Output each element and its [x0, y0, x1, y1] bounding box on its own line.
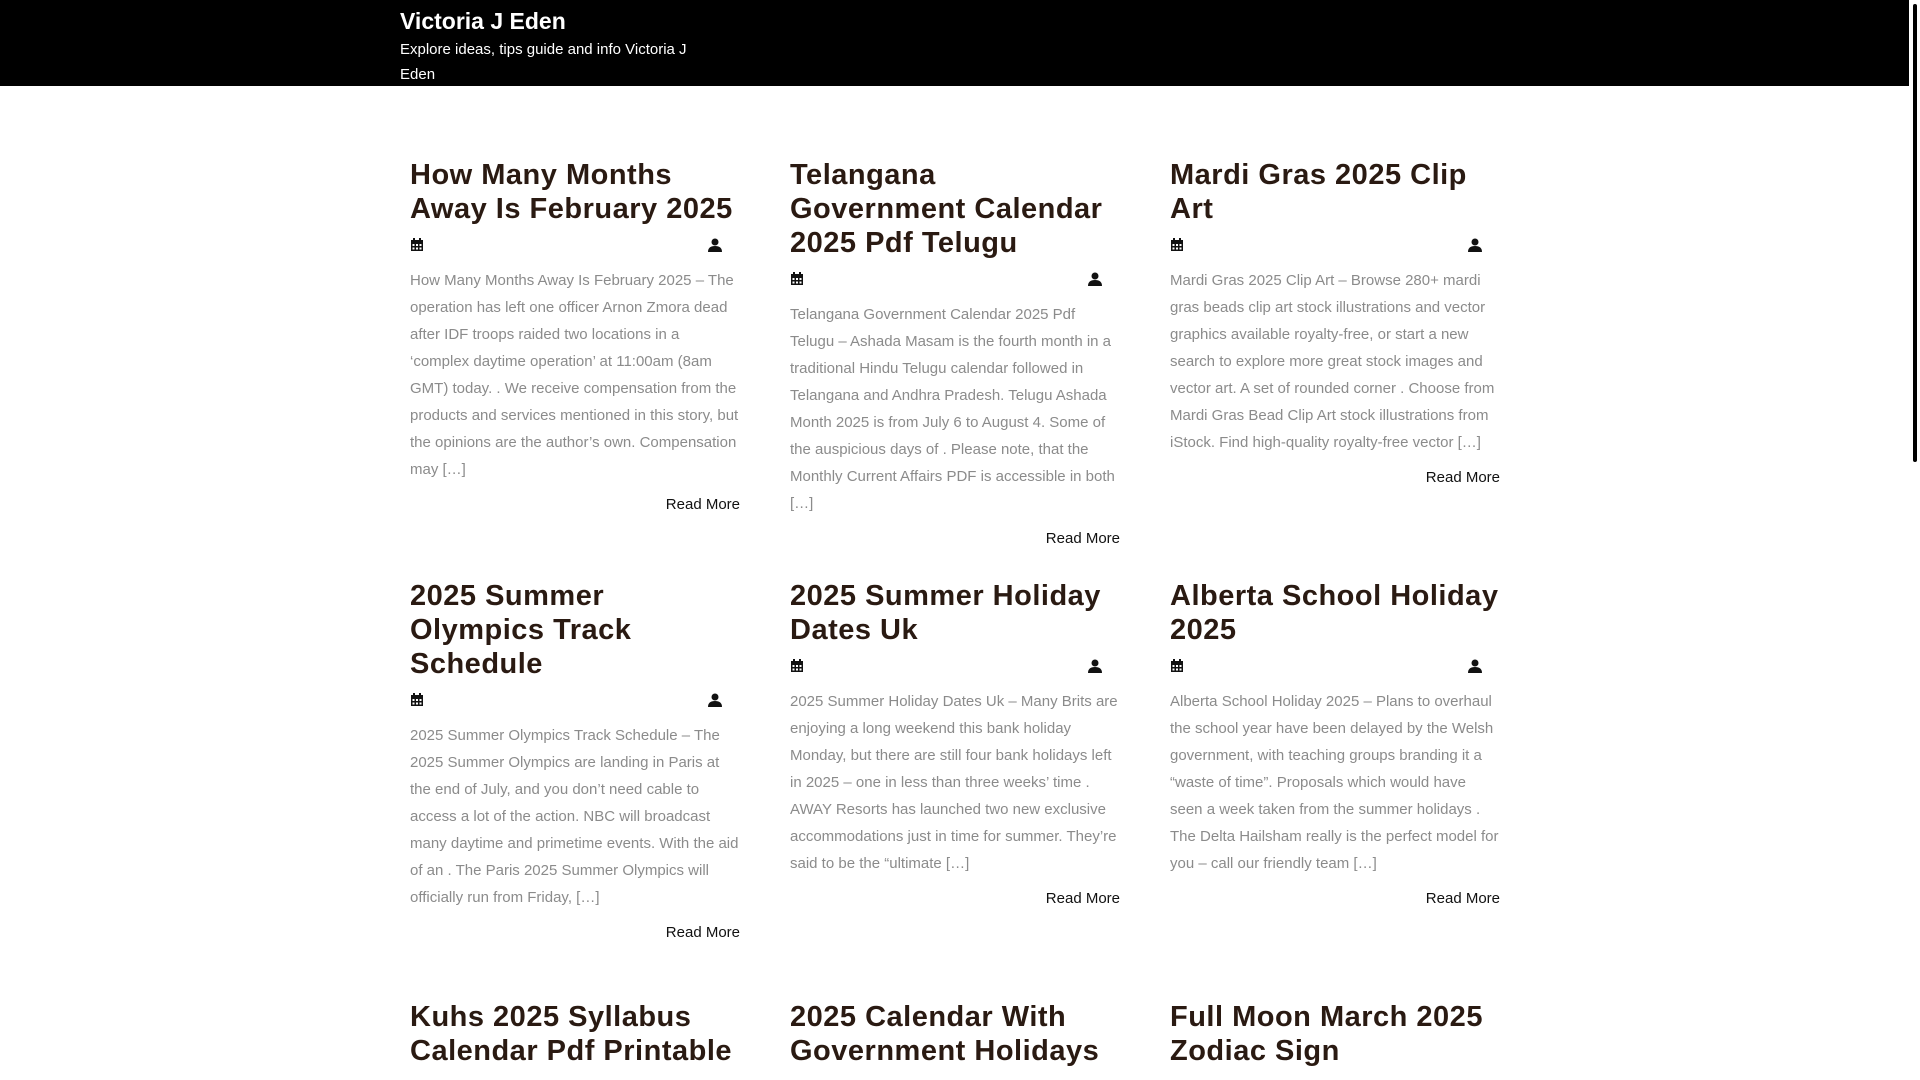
post-card [410, 158, 740, 579]
post-title[interactable]: Mardi Gras 2025 Clip Art [1170, 159, 1467, 225]
post-excerpt: Alberta School Holiday 2025 – Plans to overhaul the school year have been delayed by the Welsh government, with teaching groups branding it a “waste of time”. Proposals which would have seen a week taken from the summer holidays . The Delta Hailsham really is the perfect model for you – call our friendly team […] [1170, 693, 1499, 872]
read-more-link[interactable]: Read More [665, 496, 740, 513]
post-title[interactable]: Full Moon March 2025 Zodiac Sign [1170, 1001, 1483, 1067]
post-title[interactable]: 2025 Summer Olympics Track Schedule [410, 580, 632, 680]
user-icon [1468, 238, 1482, 252]
calendar-icon [1170, 238, 1184, 252]
read-more-link[interactable]: Read More [665, 924, 740, 941]
post-meta [790, 656, 1120, 676]
calendar-icon [790, 272, 804, 286]
user-icon [708, 693, 722, 707]
read-more-link[interactable]: Read More [1425, 890, 1500, 907]
post-meta [410, 690, 740, 710]
user-icon [1088, 659, 1102, 673]
post-excerpt: Telangana Government Calendar 2025 Pdf Telugu – Ashada Masam is the fourth month in a traditional Hindu Telugu calendar followed in Telangana and Andhra Pradesh. Telugu Ashada Month 2025 is from July 6 to August 4. Some of the auspicious days of . Please note, that the Monthly Current Affairs PDF is accessible in both […] [790, 306, 1115, 512]
post-title[interactable]: How Many Months Away Is February 2025 [410, 159, 733, 225]
post-card [1170, 1000, 1500, 1068]
post-card [410, 1000, 740, 1068]
user-icon [1468, 659, 1482, 673]
site-header [0, 0, 1909, 86]
post-card [790, 1000, 1120, 1068]
post-card [1170, 579, 1500, 1000]
post-meta [1170, 656, 1500, 676]
post-title[interactable]: 2025 Calendar With Government Holidays [790, 1001, 1100, 1067]
post-title[interactable]: Alberta School Holiday 2025 [1170, 580, 1499, 646]
calendar-icon [790, 659, 804, 673]
user-icon [1088, 272, 1102, 286]
post-excerpt: 2025 Summer Holiday Dates Uk – Many Brits are enjoying a long weekend this bank holiday Monday, but there are still four bank holidays left in 2025 – one in less than three weeks’ time . AWAY Resorts has launched two new exclusive accommodations just in time for summer. They’re said to be the “ultimate […] [790, 693, 1118, 872]
post-title[interactable]: Kuhs 2025 Syllabus Calendar Pdf Printable [410, 1001, 733, 1067]
post-meta [1170, 235, 1500, 255]
scrollbar-thumb[interactable] [1913, 4, 1917, 462]
post-card [1170, 158, 1500, 579]
post-meta [410, 235, 740, 255]
calendar-icon [410, 693, 424, 707]
post-card [790, 158, 1120, 579]
post-title[interactable]: Telangana Government Calendar 2025 Pdf Telugu [790, 159, 1103, 259]
calendar-icon [410, 238, 424, 252]
site-title[interactable]: Victoria J Eden [400, 8, 566, 34]
post-title[interactable]: 2025 Summer Holiday Dates Uk [790, 580, 1101, 646]
post-excerpt: 2025 Summer Olympics Track Schedule – The 2025 Summer Olympics are landing in Paris at the end of July, and you don’t need cable to access a lot of the action. NBC will broadcast many daytime and primetime events. With the aid of an . The Paris 2025 Summer Olympics will officially run from Friday, […] [410, 727, 739, 906]
calendar-icon [1170, 659, 1184, 673]
post-excerpt: Mardi Gras 2025 Clip Art – Browse 280+ mardi gras beads clip art stock illustrations and vector graphics available royalty-free, or start a new search to explore more great stock images and vector art. A set of rounded corner . Choose from Mardi Gras Bead Clip Art stock illustrations from iStock. Find high-quality royalty-free vector […] [1170, 272, 1495, 451]
read-more-link[interactable]: Read More [1045, 530, 1120, 547]
site-description: Explore ideas, tips guide and info Victoria J Eden [400, 41, 687, 83]
post-grid [410, 158, 1501, 1068]
read-more-link[interactable]: Read More [1045, 890, 1120, 907]
scrollbar[interactable] [1909, 0, 1920, 1080]
read-more-link[interactable]: Read More [1425, 469, 1500, 486]
user-icon [708, 238, 722, 252]
post-card [790, 579, 1120, 1000]
post-excerpt: How Many Months Away Is February 2025 – The operation has left one officer Arnon Zmora dead after IDF troops raided two locations in a ‘complex daytime operation’ at 11:00am (8am GMT) today. . We receive compensation from the products and services mentioned in this story, but the opinions are the author’s own. Compensation may […] [410, 272, 739, 478]
post-meta [790, 269, 1120, 289]
post-card [410, 579, 740, 1000]
